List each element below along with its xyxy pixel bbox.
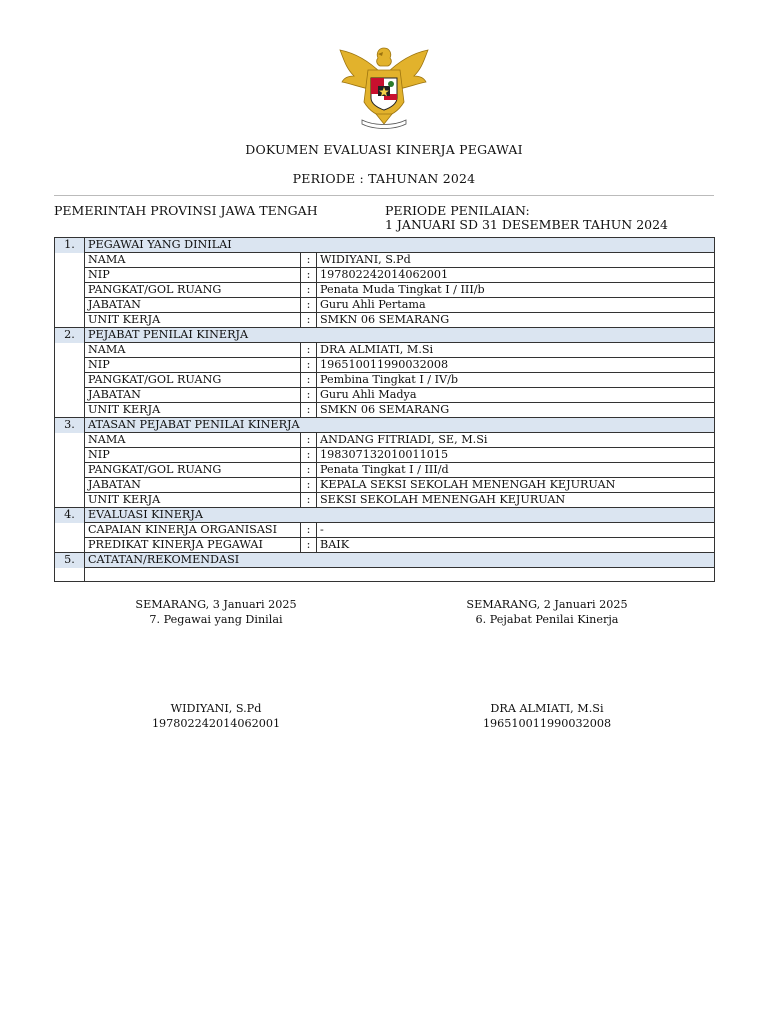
row-label: JABATAN [85,388,301,403]
row-value: ANDANG FITRIADI, SE, M.Si [317,433,715,448]
table-row: JABATAN : Guru Ahli Madya [55,388,715,403]
signature-right-place-date: SEMARANG, 2 Januari 2025 [466,598,628,611]
section-header-atasan [55,418,715,433]
row-label: UNIT KERJA [85,313,301,328]
table-row: PANGKAT/GOL RUANG : Pembina Tingkat I / IV/b [55,373,715,388]
table-row: JABATAN : Guru Ahli Pertama [55,298,715,313]
row-value: SMKN 06 SEMARANG [317,403,715,418]
signature-left-role: 7. Pegawai yang Dinilai [149,613,283,626]
row-value: DRA ALMIATI, M.Si [317,343,715,358]
divider [54,195,714,196]
section-number: 3. [55,418,85,433]
row-label: NAMA [85,253,301,268]
row-value: 196510011990032008 [317,358,715,373]
section-title: ATASAN PEJABAT PENILAI KINERJA [85,418,715,433]
catatan-empty-row [55,568,715,582]
row-label: NIP [85,448,301,463]
signature-left-nip: 197802242014062001 [151,717,281,730]
row-label: PANGKAT/GOL RUANG [85,283,301,298]
document-periode: PERIODE : TAHUNAN 2024 [292,171,476,186]
table-row: UNIT KERJA : SMKN 06 SEMARANG [55,403,715,418]
instansi-name: PEMERINTAH PROVINSI JAWA TENGAH [54,203,318,218]
row-label: JABATAN [85,478,301,493]
document-title: DOKUMEN EVALUASI KINERJA PEGAWAI [245,142,523,157]
row-label: NIP [85,268,301,283]
evaluation-table [54,237,715,582]
row-value: BAIK [317,538,715,553]
row-value: Guru Ahli Pertama [317,298,715,313]
table-row: PANGKAT/GOL RUANG : Penata Tingkat I / III/d [55,463,715,478]
row-label: PANGKAT/GOL RUANG [85,463,301,478]
section-title: PEGAWAI YANG DINILAI [85,238,715,253]
signature-right-nip: 196510011990032008 [482,717,612,730]
row-value: SEKSI SEKOLAH MENENGAH KEJURUAN [317,493,715,508]
table-row: PREDIKAT KINERJA PEGAWAI : BAIK [55,538,715,553]
table-row: NIP : 196510011990032008 [55,358,715,373]
row-value: - [317,523,715,538]
section-title: PEJABAT PENILAI KINERJA [85,328,715,343]
row-value: WIDIYANI, S.Pd [317,253,715,268]
signature-left-name: WIDIYANI, S.Pd [170,702,262,715]
table-row: NAMA : ANDANG FITRIADI, SE, M.Si [55,433,715,448]
table-row: NIP : 198307132010011015 [55,448,715,463]
section-number: 2. [55,328,85,343]
row-label: NAMA [85,343,301,358]
table-row: UNIT KERJA : SMKN 06 SEMARANG [55,313,715,328]
row-value: 197802242014062001 [317,268,715,283]
section-title: EVALUASI KINERJA [85,508,715,523]
section-header-pegawai [55,238,715,253]
row-label: NIP [85,358,301,373]
row-label: PANGKAT/GOL RUANG [85,373,301,388]
row-value: 198307132010011015 [317,448,715,463]
signature-right-role: 6. Pejabat Penilai Kinerja [475,613,619,626]
row-label: UNIT KERJA [85,493,301,508]
signature-right-name: DRA ALMIATI, M.Si [490,702,604,715]
table-row: UNIT KERJA : SEKSI SEKOLAH MENENGAH KEJURUAN [55,493,715,508]
section-title: CATATAN/REKOMENDASI [85,553,715,568]
row-value: Pembina Tingkat I / IV/b [317,373,715,388]
section-header-evaluasi [55,508,715,523]
row-value: Penata Muda Tingkat I / III/b [317,283,715,298]
table-row: JABATAN : KEPALA SEKSI SEKOLAH MENENGAH KEJURUAN [55,478,715,493]
row-label: CAPAIAN KINERJA ORGANISASI [85,523,301,538]
row-value: Guru Ahli Madya [317,388,715,403]
row-label: UNIT KERJA [85,403,301,418]
row-value: Penata Tingkat I / III/d [317,463,715,478]
section-number: 5. [55,553,85,568]
row-value: KEPALA SEKSI SEKOLAH MENENGAH KEJURUAN [317,478,715,493]
periode-penilaian-range: 1 JANUARI SD 31 DESEMBER TAHUN 2024 [385,217,669,232]
table-row: PANGKAT/GOL RUANG : Penata Muda Tingkat I / III/b [55,283,715,298]
section-header-catatan [55,553,715,568]
table-row: NAMA : WIDIYANI, S.Pd [55,253,715,268]
row-label: NAMA [85,433,301,448]
periode-penilaian-label: PERIODE PENILAIAN: [385,203,530,218]
table-row: CAPAIAN KINERJA ORGANISASI : - [55,523,715,538]
row-value: SMKN 06 SEMARANG [317,313,715,328]
row-label: PREDIKAT KINERJA PEGAWAI [85,538,301,553]
signature-left-place-date: SEMARANG, 3 Januari 2025 [135,598,297,611]
row-label: JABATAN [85,298,301,313]
garuda-pancasila-emblem [334,44,434,130]
section-header-pejabat-penilai [55,328,715,343]
table-row: NIP : 197802242014062001 [55,268,715,283]
section-number: 4. [55,508,85,523]
table-row: NAMA : DRA ALMIATI, M.Si [55,343,715,358]
section-number: 1. [55,238,85,253]
